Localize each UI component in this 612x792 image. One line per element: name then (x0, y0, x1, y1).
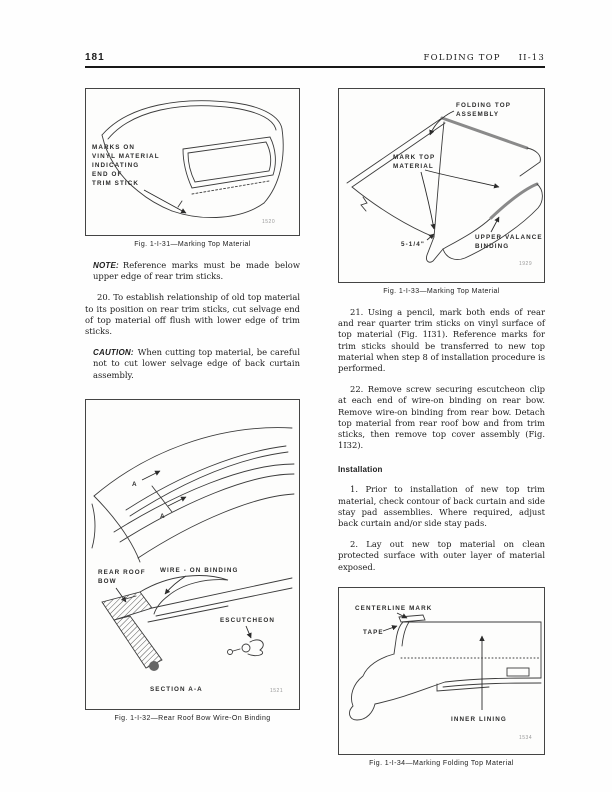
figure-1-i-32 (85, 399, 300, 710)
fig33-label-dimension: 5-1/4" (401, 241, 425, 248)
fig32-caption: Fig. 1-I-32—Rear Roof Bow Wire-On Binding (114, 714, 271, 722)
right-column (338, 88, 545, 767)
svg-text:MARK TOP: MARK TOP (393, 154, 436, 161)
leader-mark-top-2 (425, 170, 499, 187)
leader-wire-on (165, 576, 186, 594)
fig32-label-wire-on: WIRE - ON BINDING (160, 566, 239, 574)
svg-text:UPPER VALANCE: UPPER VALANCE (475, 234, 543, 241)
escutcheon-drawing (228, 640, 264, 656)
fig34-label-tape: TAPE (363, 628, 384, 636)
fig33-caption: Fig. 1-I-33—Marking Top Material (383, 288, 500, 295)
caution-label: CAUTION: (93, 348, 134, 358)
fig32-label-a-top: A (132, 480, 138, 488)
fig33-label-mark-top (393, 154, 435, 170)
svg-text:MARKS ON: MARKS ON (92, 144, 136, 151)
fig33-label-folding-top (456, 102, 511, 118)
note-paragraph (93, 260, 300, 282)
figure-1-i-31 (85, 88, 300, 236)
page-number: 181 (85, 52, 105, 63)
leader-folding-top (430, 111, 454, 135)
install-step-1-paragraph: 1. Prior to installation of new top trim material, check contour of back curtain and side stay pad assemblies. Where required, adjust back curtain and/or side stay pads. (338, 484, 545, 529)
fig32-label-section: SECTION A-A (150, 685, 203, 693)
svg-text:END OF: END OF (92, 171, 123, 178)
installation-heading: Installation (338, 465, 383, 475)
fig-1-i-32-illustration (86, 400, 299, 705)
fig32-label-rear-roof-bow-2: BOW (98, 577, 117, 585)
svg-text:VINYL MATERIAL: VINYL MATERIAL (92, 153, 160, 160)
fig32-label-escutcheon: ESCUTCHEON (220, 616, 276, 624)
header-title: FOLDING TOP (423, 53, 501, 63)
fig32-number: 1521 (270, 687, 284, 694)
leader-upper-valance (491, 217, 499, 232)
page-header (85, 52, 545, 63)
caution-text: When cutting top material, be careful not to cut lower selvage edge of back curtain assembly. (93, 347, 300, 380)
step-21-paragraph: 21. Using a pencil, mark both ends of rear and rear quarter trim sticks on vinyl surface of top material (Fig. 1I31). Reference marks for trim sticks should be transferred to new top material when step 8 of installation procedure is performed. (338, 307, 545, 374)
svg-text:FOLDING TOP: FOLDING TOP (456, 102, 512, 109)
fig-1-i-31-illustration (86, 89, 299, 231)
svg-text:MATERIAL: MATERIAL (393, 163, 434, 170)
svg-text:TRIM STICK: TRIM STICK (92, 180, 140, 187)
caution-paragraph (93, 347, 300, 381)
note-label: NOTE: (93, 261, 119, 270)
figure-1-i-33 (338, 88, 545, 283)
fig31-number: 1520 (262, 219, 276, 225)
section-arrow-a-top (142, 471, 160, 480)
fig-1-i-34-illustration (339, 588, 544, 750)
fig34-label-centerline: CENTERLINE MARK (355, 604, 433, 612)
svg-text:BINDING: BINDING (475, 243, 510, 250)
svg-text:ASSEMBLY: ASSEMBLY (456, 111, 500, 118)
header-title-group (424, 53, 545, 63)
fig31-label-marks (92, 144, 160, 187)
fig32-label-rear-roof-bow-1: REAR ROOF (98, 568, 146, 576)
fig33-number: 1929 (519, 261, 533, 267)
leader-centerline (397, 613, 407, 618)
header-rule (85, 66, 545, 68)
fig33-label-upper-valance (475, 234, 543, 250)
fig34-label-inner-lining: INNER LINING (451, 715, 507, 723)
step-20-paragraph: 20. To establish relationship of old top material to its position on rear trim sticks, cut selvage end of top material off flush with lower edge of trim sticks. (85, 292, 300, 337)
install-step-2-paragraph: 2. Lay out new top material on clean protected surface with outer layer of material exposed. (338, 539, 545, 572)
step-22-paragraph: 22. Remove screw securing escutcheon clip at each end of wire-on binding on rear bow. Remove wire-on binding from rear bow. Detach top material from rear roof bow and from trim sticks, then remove top cover assembly (Fig. 1I32). (338, 384, 545, 451)
note-text: Reference marks must be made below upper edge of rear trim sticks. (93, 260, 300, 282)
fig-1-i-33-illustration (339, 89, 544, 278)
fig31-caption: Fig. 1-I-31—Marking Top Material (134, 241, 251, 248)
svg-text:INDICATING: INDICATING (92, 162, 140, 169)
leader-tape (383, 626, 397, 631)
figure-1-i-34 (338, 587, 545, 755)
leader-escutcheon (246, 626, 251, 638)
fig34-number: 1534 (519, 734, 533, 741)
leader-mark-top-1 (421, 172, 434, 229)
fig34-caption: Fig. 1-I-34—Marking Folding Top Material (369, 759, 514, 767)
header-section: II-13 (518, 53, 545, 63)
section-arrow-a-bottom (168, 497, 186, 506)
leader-marks (144, 190, 186, 213)
fig32-label-a-bottom: A (160, 512, 166, 520)
left-column (85, 88, 300, 767)
